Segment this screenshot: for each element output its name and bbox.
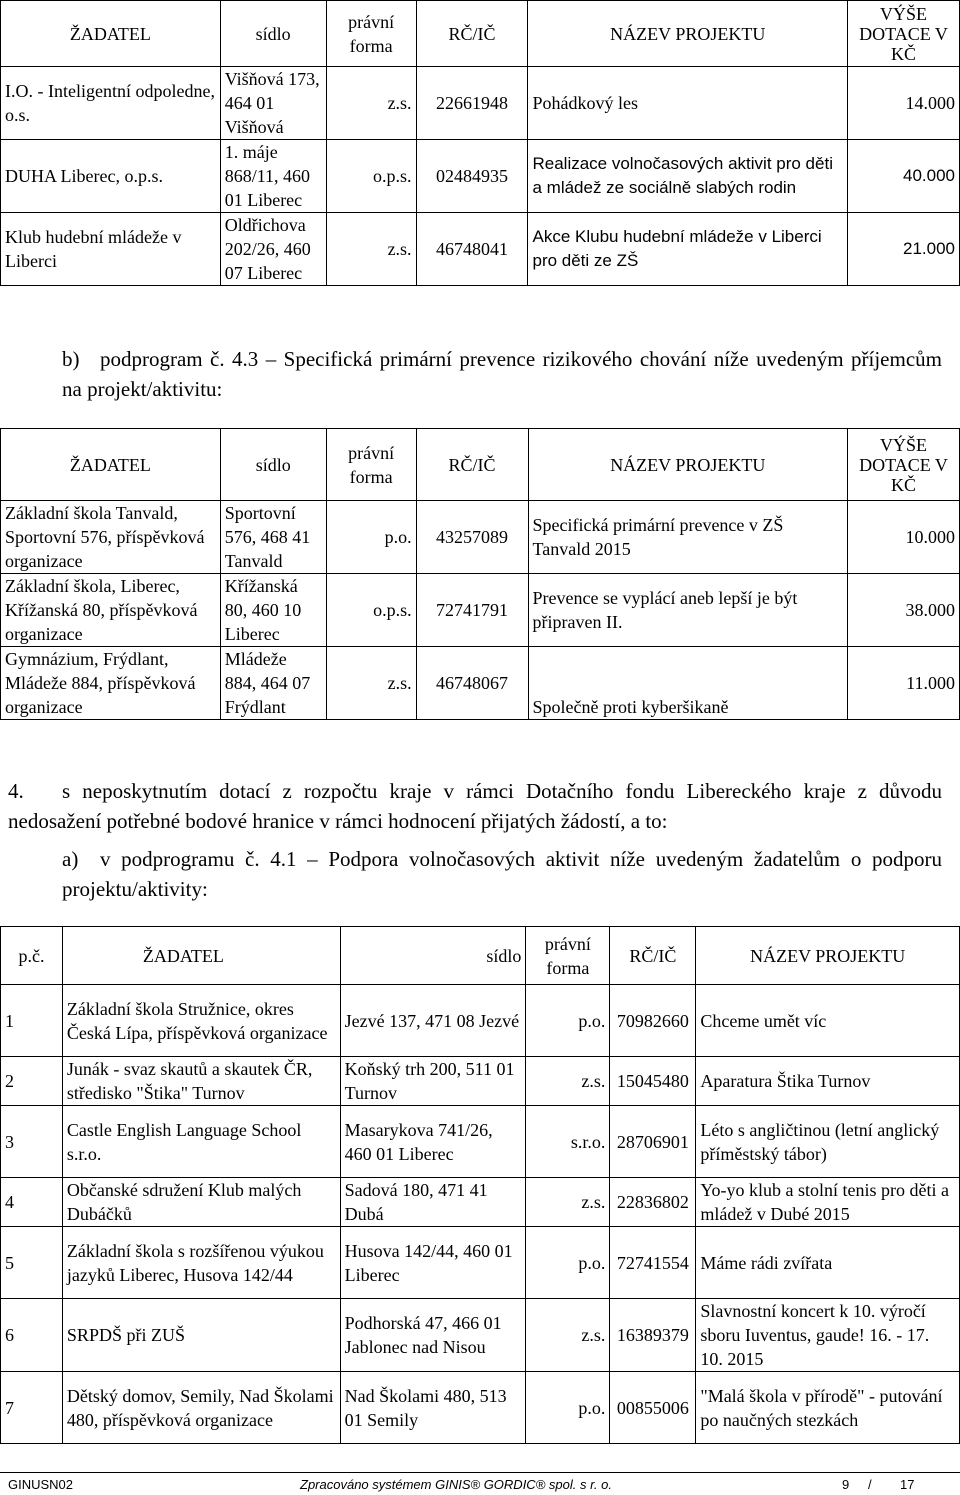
cell-sidlo: Koňský trh 200, 511 01 Turnov xyxy=(340,1057,526,1106)
cell-ic: 00855006 xyxy=(610,1372,696,1444)
cell-zadatel: I.O. - Inteligentní odpoledne, o.s. xyxy=(1,67,221,140)
section-4-label: 4. xyxy=(8,779,24,803)
footer-page-total: 17 xyxy=(900,1477,915,1492)
cell-sidlo: Jezvé 137, 471 08 Jezvé xyxy=(340,985,526,1057)
table-row xyxy=(1,1299,960,1372)
section-b-paragraph xyxy=(62,344,942,404)
cell-forma: p.o. xyxy=(526,1372,610,1444)
cell-zadatel: Základní škola Stružnice, okres Česká Lípa, příspěvková organizace xyxy=(62,985,340,1057)
cell-sidlo: Oldřichova 202/26, 460 07 Liberec xyxy=(220,213,326,286)
cell-vyse: 21.000 xyxy=(848,213,960,286)
header-nazev-projektu: NÁZEV PROJEKTU xyxy=(528,1,848,67)
cell-sidlo: Podhorská 47, 466 01 Jablonec nad Nisou xyxy=(340,1299,526,1372)
table-row xyxy=(1,1057,960,1106)
table-row xyxy=(1,140,960,213)
cell-forma: p.o. xyxy=(526,1227,610,1299)
table-row xyxy=(1,1372,960,1444)
table-neposkytnuti-4-1 xyxy=(0,926,960,1444)
cell-sidlo: Mládeže 884, 464 07 Frýdlant xyxy=(220,647,326,720)
section-4-paragraph xyxy=(8,776,942,836)
cell-nazev: Yo-yo klub a stolní tenis pro děti a mládež v Dubé 2015 xyxy=(696,1178,960,1227)
cell-nazev: Aparatura Štika Turnov xyxy=(696,1057,960,1106)
cell-zadatel: Klub hudební mládeže v Liberci xyxy=(1,213,221,286)
cell-ic: 28706901 xyxy=(610,1106,696,1178)
cell-forma: z.s. xyxy=(526,1299,610,1372)
section-4-text: s neposkytnutím dotací z rozpočtu kraje v rámci Dotačního fondu Libereckého kraje z důvodu nedosažení potřebné bodové hranice v rámci hodnocení přijatých žádostí, a to: xyxy=(8,779,942,833)
cell-vyse: 38.000 xyxy=(848,574,960,647)
table-row xyxy=(1,501,960,574)
header-rc-ic: RČ/IČ xyxy=(416,1,528,67)
cell-nazev: Chceme umět víc xyxy=(696,985,960,1057)
cell-sidlo: Višňová 173, 464 01 Višňová xyxy=(220,67,326,140)
table-row xyxy=(1,1227,960,1299)
page-footer xyxy=(0,1472,960,1495)
footer-page-number: 9 xyxy=(842,1477,850,1492)
section-b-label: b) xyxy=(62,347,80,371)
cell-ic: 22661948 xyxy=(416,67,528,140)
cell-sidlo: Masarykova 741/26, 460 01 Liberec xyxy=(340,1106,526,1178)
cell-nazev: Léto s angličtinou (letní anglický příměstský tábor) xyxy=(696,1106,960,1178)
section-b-text: podprogram č. 4.3 – Specifická primární prevence rizikového chování níže uvedeným příjemcům na projekt/aktivitu: xyxy=(62,347,942,401)
cell-nazev: Slavnostní koncert k 10. výročí sboru Iuventus, gaude! 16. - 17. 10. 2015 xyxy=(696,1299,960,1372)
cell-vyse: 11.000 xyxy=(848,647,960,720)
cell-zadatel: Dětský domov, Semily, Nad Školami 480, příspěvková organizace xyxy=(62,1372,340,1444)
cell-forma: p.o. xyxy=(526,985,610,1057)
cell-nazev: Pohádkový les xyxy=(528,67,848,140)
header-rc-ic: RČ/IČ xyxy=(416,429,528,501)
cell-nazev: Specifická primární prevence v ZŠ Tanvald 2015 xyxy=(528,501,848,574)
cell-forma: s.r.o. xyxy=(526,1106,610,1178)
section-4a-text: v podprogramu č. 4.1 – Podpora volnočasových aktivit níže uvedeným žadatelům o podporu projektu/aktivity: xyxy=(62,847,942,901)
cell-ic: 02484935 xyxy=(416,140,528,213)
table-row xyxy=(1,213,960,286)
cell-sidlo: Křížanská 80, 460 10 Liberec xyxy=(220,574,326,647)
cell-nazev: Prevence se vyplácí aneb lepší je být připraven II. xyxy=(528,574,848,647)
cell-pc: 3 xyxy=(1,1106,63,1178)
cell-ic: 43257089 xyxy=(416,501,528,574)
cell-zadatel: Castle English Language School s.r.o. xyxy=(62,1106,340,1178)
header-vyse-dotace: VÝŠE DOTACE V KČ xyxy=(848,1,960,67)
table-row xyxy=(1,1178,960,1227)
header-zadatel: ŽADATEL xyxy=(62,927,340,985)
cell-vyse: 10.000 xyxy=(848,501,960,574)
header-pravni-forma: právní forma xyxy=(526,927,610,985)
table-row xyxy=(1,1106,960,1178)
cell-zadatel: Gymnázium, Frýdlant, Mládeže 884, příspěvková organizace xyxy=(1,647,221,720)
cell-nazev: Společně proti kyberšikaně xyxy=(528,647,848,720)
cell-pc: 1 xyxy=(1,985,63,1057)
cell-nazev: Realizace volnočasových aktivit pro děti a mládež ze sociálně slabých rodin xyxy=(528,140,848,213)
header-sidlo: sídlo xyxy=(220,1,326,67)
cell-sidlo: Husova 142/44, 460 01 Liberec xyxy=(340,1227,526,1299)
cell-ic: 72741554 xyxy=(610,1227,696,1299)
header-pravni-forma: právní forma xyxy=(326,429,416,501)
cell-nazev: Máme rádi zvířata xyxy=(696,1227,960,1299)
cell-ic: 16389379 xyxy=(610,1299,696,1372)
header-sidlo: sídlo xyxy=(340,927,526,985)
section-4a-label: a) xyxy=(62,847,79,871)
cell-zadatel: Občanské sdružení Klub malých Dubáčků xyxy=(62,1178,340,1227)
table-podprogram-4-1-continued xyxy=(0,0,960,286)
cell-pc: 2 xyxy=(1,1057,63,1106)
cell-ic: 22836802 xyxy=(610,1178,696,1227)
cell-sidlo: Nad Školami 480, 513 01 Semily xyxy=(340,1372,526,1444)
cell-nazev: Akce Klubu hudební mládeže v Liberci pro děti ze ZŠ xyxy=(528,213,848,286)
header-nazev-projektu: NÁZEV PROJEKTU xyxy=(528,429,848,501)
cell-ic: 70982660 xyxy=(610,985,696,1057)
footer-page-separator: / xyxy=(868,1477,872,1492)
cell-vyse: 40.000 xyxy=(848,140,960,213)
cell-ic: 72741791 xyxy=(416,574,528,647)
header-nazev-projektu: NÁZEV PROJEKTU xyxy=(696,927,960,985)
cell-vyse: 14.000 xyxy=(848,67,960,140)
cell-pc: 7 xyxy=(1,1372,63,1444)
cell-sidlo: Sportovní 576, 468 41 Tanvald xyxy=(220,501,326,574)
cell-zadatel: SRPDŠ při ZUŠ xyxy=(62,1299,340,1372)
table-podprogram-4-3 xyxy=(0,428,960,720)
section-4a-paragraph xyxy=(62,844,942,904)
cell-sidlo: Sadová 180, 471 41 Dubá xyxy=(340,1178,526,1227)
header-rc-ic: RČ/IČ xyxy=(610,927,696,985)
cell-zadatel: Základní škola Tanvald, Sportovní 576, příspěvková organizace xyxy=(1,501,221,574)
footer-doc-id: GINUSN02 xyxy=(8,1477,74,1492)
cell-forma: z.s. xyxy=(326,647,416,720)
cell-forma: z.s. xyxy=(526,1057,610,1106)
cell-forma: z.s. xyxy=(326,213,416,286)
table-row xyxy=(1,647,960,720)
header-zadatel: ŽADATEL xyxy=(1,1,221,67)
cell-sidlo: 1. máje 868/11, 460 01 Liberec xyxy=(220,140,326,213)
cell-zadatel: Základní škola s rozšířenou výukou jazyků Liberec, Husova 142/44 xyxy=(62,1227,340,1299)
cell-pc: 5 xyxy=(1,1227,63,1299)
table-row xyxy=(1,985,960,1057)
cell-nazev: "Malá škola v přírodě" - putování po naučných stezkách xyxy=(696,1372,960,1444)
header-pravni-forma: právní forma xyxy=(326,1,416,67)
cell-ic: 15045480 xyxy=(610,1057,696,1106)
header-pc: p.č. xyxy=(1,927,63,985)
footer-processed-by: Zpracováno systémem GINIS® GORDIC® spol. s r. o. xyxy=(300,1477,612,1492)
cell-forma: o.p.s. xyxy=(326,574,416,647)
cell-pc: 4 xyxy=(1,1178,63,1227)
table-row xyxy=(1,574,960,647)
cell-zadatel: DUHA Liberec, o.p.s. xyxy=(1,140,221,213)
cell-ic: 46748041 xyxy=(416,213,528,286)
cell-ic: 46748067 xyxy=(416,647,528,720)
cell-forma: z.s. xyxy=(526,1178,610,1227)
header-vyse-dotace: VÝŠE DOTACE V KČ xyxy=(848,429,960,501)
cell-forma: p.o. xyxy=(326,501,416,574)
cell-zadatel: Základní škola, Liberec, Křížanská 80, příspěvková organizace xyxy=(1,574,221,647)
cell-forma: z.s. xyxy=(326,67,416,140)
cell-zadatel: Junák - svaz skautů a skautek ČR, středisko "Štika" Turnov xyxy=(62,1057,340,1106)
cell-pc: 6 xyxy=(1,1299,63,1372)
header-zadatel: ŽADATEL xyxy=(1,429,221,501)
cell-forma: o.p.s. xyxy=(326,140,416,213)
table-row xyxy=(1,67,960,140)
header-sidlo: sídlo xyxy=(220,429,326,501)
